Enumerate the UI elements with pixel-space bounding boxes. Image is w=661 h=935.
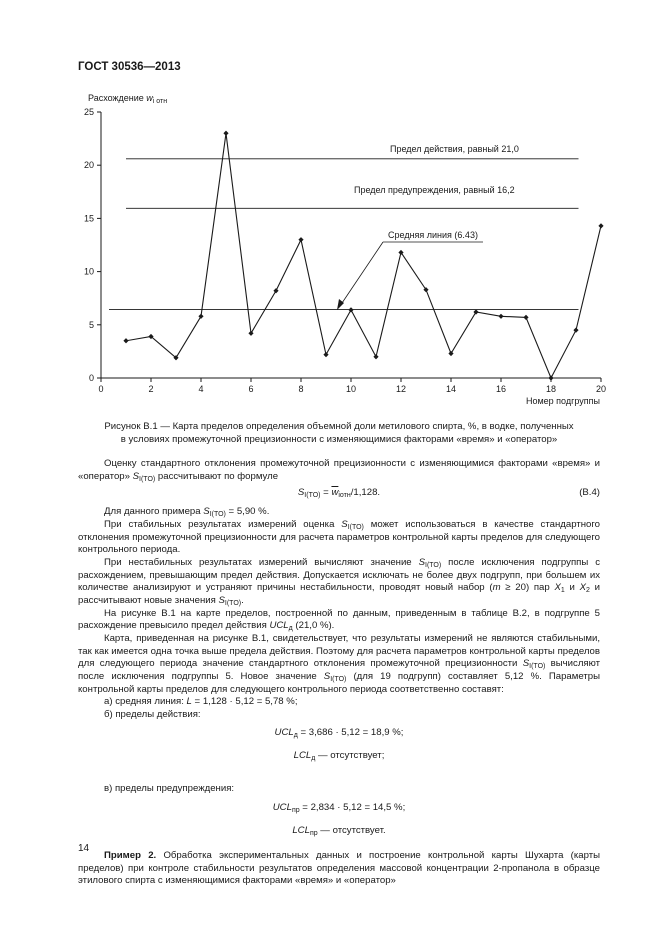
data-point bbox=[523, 315, 528, 320]
x-axis-label: Номер подгруппы bbox=[525, 396, 600, 406]
caption-line-1: Рисунок В.1 — Карта пределов определения объемной доли метилового спирта, %, в водке, полученных bbox=[104, 421, 574, 432]
data-point bbox=[198, 314, 203, 319]
paragraph-formula-intro: Оценку стандартного отклонения промежуточной прецизионности с изменяющимися факторами «время» и «оператор» $S_{I(TO)}$ рассчитывают по формуле bbox=[78, 458, 600, 483]
example-label: Пример 2. bbox=[104, 850, 157, 862]
equation-b4: $S_{I(TO)} = \overline{w}_{iотн}/1,128$. (B.4) bbox=[297, 487, 600, 500]
equation-lcl-action: $LCL_д$ — отсутствует; bbox=[293, 750, 385, 763]
paragraph-example-2: Пример 2. Обработка экспериментальных данных и построение контрольной карты Шухарта (карты пределов) при контроле стабильности результатов определения массовой концентрации 2-пропанола в образце этилового спирта с изменяющимися факторами «время» и «оператор» bbox=[78, 850, 600, 887]
data-point bbox=[348, 307, 353, 312]
paragraph-stable: При стабильных результатах измерений оценка $S_{I(TO)}$ может использоваться в качестве стандартного отклонения промежуточной прецизионности для расчета параметров контрольной карты пределов для следующего контрольного периода. bbox=[78, 518, 600, 556]
center-line-label-leader bbox=[340, 242, 383, 306]
data-point bbox=[123, 338, 128, 343]
y-tick-label: 20 bbox=[83, 160, 94, 171]
x-tick-label: 2 bbox=[148, 384, 154, 394]
data-point bbox=[248, 331, 253, 336]
paragraph-conclusion: Карта, приведенная на рисунке В.1, свидетельствует, что результаты измерений не являются стабильными, так как имеется одна точка выше предела действия. Поэтому для расчета параметров контрольной карты пределов для следующего периода значение стандартного отклонения промежуточной прецизионности $S_{I(TO)}$ вычисляют после исключения подгруппы 5. Новое значение $S_{I(TO)}$ (для 19 подгрупп) составляет 5,12 %. Параметры контрольной карты пределов для следующего контрольного периода соответственно составят: bbox=[78, 632, 600, 695]
equation-ucl-action: $UCL_д = 3,686 \cdot 5,12 = 18,9$ %; bbox=[274, 727, 404, 740]
control-chart bbox=[78, 88, 618, 418]
data-point bbox=[498, 314, 503, 319]
y-axis-label: Расхождение $w_{i отн}$ bbox=[88, 93, 168, 105]
x-tick-label: 12 bbox=[395, 384, 407, 394]
y-tick-label: 15 bbox=[83, 213, 94, 224]
equation-lcl-warning: $LCL_{пр}$ — отсутствует. bbox=[292, 825, 386, 838]
caption-line-2: в условиях промежуточной прецизионности с изменяющимися факторами «время» и «оператор» bbox=[120, 433, 558, 445]
x-tick-label: 4 bbox=[198, 384, 204, 394]
action-limit-label: Предел действия, равный 21,0 bbox=[390, 144, 519, 154]
paragraph-unstable: При нестабильных результатах измерений вычисляют значение $S_{I(TO)}$ после исключения подгруппы с расхождением, превышающим предел действия. Допускается исключать не более двух подгрупп, при большем их количестве анализируют и устраняют причины нестабильности, проводят новый набор (m ≥ 20) пар $X_1$ и $X_2$ и рассчитывают новые значения $S_{I(TO)}$. bbox=[78, 556, 600, 607]
equation-ucl-warning: $UCL_{пр} = 2,834 \cdot 5,12 = 14,5$ %; bbox=[272, 802, 406, 815]
paragraph-example-value: Для данного примера $S_{I(TO)} = 5,90$ %. bbox=[104, 506, 270, 519]
list-item-warning-limits: в) пределы предупреждения: bbox=[104, 783, 235, 795]
data-point bbox=[373, 354, 378, 359]
warning-limit-label: Предел предупреждения, равный 16,2 bbox=[354, 185, 515, 195]
x-tick-label: 18 bbox=[545, 384, 557, 394]
equation-number: (B.4) bbox=[579, 487, 600, 499]
list-item-action-limits: б) пределы действия: bbox=[104, 708, 201, 720]
y-tick-label: 10 bbox=[83, 266, 94, 277]
data-point bbox=[273, 288, 278, 293]
data-point bbox=[298, 237, 303, 242]
body-text bbox=[78, 458, 600, 888]
x-tick-label: 8 bbox=[298, 384, 304, 394]
y-tick-label: 0 bbox=[88, 373, 94, 383]
data-point bbox=[473, 309, 478, 314]
paragraph-figure-reference: На рисунке В.1 на карте пределов, построенной по данным, приведенным в таблице В.2, в подгруппе 5 расхождение превысило предел действия $UCL_д$ (21,0 %). bbox=[78, 607, 600, 633]
data-point bbox=[323, 352, 328, 357]
y-tick-label: 5 bbox=[88, 319, 94, 330]
data-point bbox=[573, 328, 578, 333]
data-point bbox=[548, 375, 553, 380]
leader-arrowhead-icon bbox=[337, 299, 344, 310]
list-item-center-line: а) средняя линия: L = 1,128 · 5,12 = 5,78 %; bbox=[104, 696, 298, 708]
page-number: 14 bbox=[78, 843, 90, 854]
series-line bbox=[126, 133, 601, 378]
document-code: ГОСТ 30536—2013 bbox=[78, 61, 181, 73]
x-tick-label: 6 bbox=[248, 384, 254, 394]
data-point bbox=[448, 351, 453, 356]
data-point bbox=[598, 223, 603, 228]
x-tick-label: 10 bbox=[345, 384, 357, 394]
x-tick-label: 20 bbox=[595, 384, 607, 394]
x-tick-label: 0 bbox=[98, 384, 104, 394]
x-tick-label: 16 bbox=[495, 384, 507, 394]
x-tick-label: 14 bbox=[445, 384, 457, 394]
data-point bbox=[223, 131, 228, 136]
y-tick-label: 25 bbox=[83, 107, 94, 117]
figure-caption bbox=[78, 421, 600, 446]
center-line-label: Средняя линия (6.43) bbox=[388, 230, 478, 240]
